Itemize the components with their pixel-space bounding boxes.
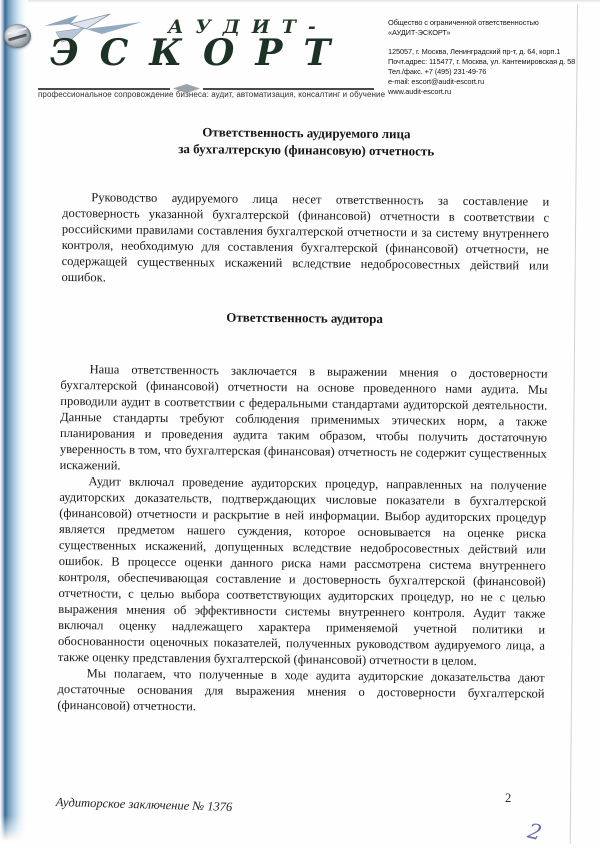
logo-name-line1: АУДИТ- [168, 16, 328, 38]
company-info-spacer [388, 38, 592, 47]
page-number: 2 [505, 791, 512, 805]
section-heading-responsibility-auditee-line1: Ответственность аудируемого лица [202, 124, 411, 142]
paragraph-audit-conclusion-basis: Мы полагаем, что полученные в ходе аудита аудиторские доказательства дают достаточные основания для выражения мнения о достоверности бухгалтерской (финансовой) отчетности. [57, 666, 545, 714]
company-phone: Тел./факс. +7 (495) 231-49-76 [388, 67, 487, 76]
company-address-2: Почт.адрес: 115477, г. Москва, ул. Кантемировская д. 58 [388, 57, 576, 66]
scan-top-edge [0, 0, 600, 3]
company-org-type: Общество с ограниченной ответственностью [388, 18, 539, 27]
binding-strip [0, 0, 28, 841]
logo-name-line2: ЭСКОРТ [50, 32, 352, 74]
company-website: www.audit-escort.ru [388, 87, 451, 96]
document-reference: Аудиторское заключение № 1376 [55, 795, 233, 814]
document-body [57, 122, 550, 718]
company-logo [38, 4, 386, 100]
paragraph-audit-procedures: Аудит включал проведение аудиторских процедур, направленных на получение аудиторских доказательств, подтверждающих числовые показатели в бухгалтерской (финансовой) отчетности и раскрытие в ней информации. Выбор аудиторских процедур является предметом нашего суждения, которое основывается на оценке риска существенных искажений, допущенных вследствие недобросовестных действий или ошибок. В процессе оценки данного риска нами рассмотрена система внутреннего контроля, обеспечивающая составление и достоверность бухгалтерской (финансовой) отчетности, с целью выбора соответствующих аудиторских процедур, но не с целью выражения мнения об эффективности системы внутреннего контроля. Аудит также включал оценку надлежащего характера применяемой учетной политики и обоснованности оценочных показателей, полученных руководством аудируемого лица, а также оценку представления бухгалтерской (финансовой) отчетности в целом. [57, 474, 547, 668]
handwritten-page-number: 2 [525, 818, 545, 846]
paragraph-auditee-responsibility: Руководство аудируемого лица несет ответственность за составление и достоверность указанной бухгалтерской (финансовой) отчетности в соответствии с российскими правилами составления бухгалтерской отчетности и за систему внутреннего контроля, необходимую для составления бухгалтерской (финансовой) отчетности, не содержащей существенных искажений вследствие недобросовестных действий или ошибок. [61, 190, 550, 285]
section-heading-responsibility-auditee-line2: за бухгалтерскую (финансовую) отчетность [178, 141, 435, 159]
paragraph-auditor-responsibility: Наша ответственность заключается в выражении мнения о достоверности бухгалтерской (финансовой) отчетности на основе проведенного нами аудита. Мы проводили аудит в соответствии с федеральными стандартами аудиторской деятельности. Данные стандарты требуют соблюдения применимых этических норм, а также планирования и проведения аудита таким образом, чтобы получить достаточную уверенность в том, что бухгалтерская (финансовая) отчетность не содержит существенных искажений. [59, 362, 548, 473]
company-info-block [388, 18, 592, 97]
company-email: e-mail: escort@audit-escort.ru [388, 77, 485, 86]
company-org-name: «АУДИТ-ЭСКОРТ» [388, 28, 451, 37]
company-address-1: 125057, г. Москва, Ленинградский пр-т, д. 64, корп.1 [388, 47, 561, 56]
paper-right-edge [570, 4, 578, 844]
logo-tagline: профессиональное сопровождение бизнеса: аудит, автоматизация, консалтинг и обучение [38, 90, 386, 99]
binding-grommet-icon [4, 24, 31, 48]
section-heading-responsibility-auditor: Ответственность аудитора [226, 309, 383, 327]
